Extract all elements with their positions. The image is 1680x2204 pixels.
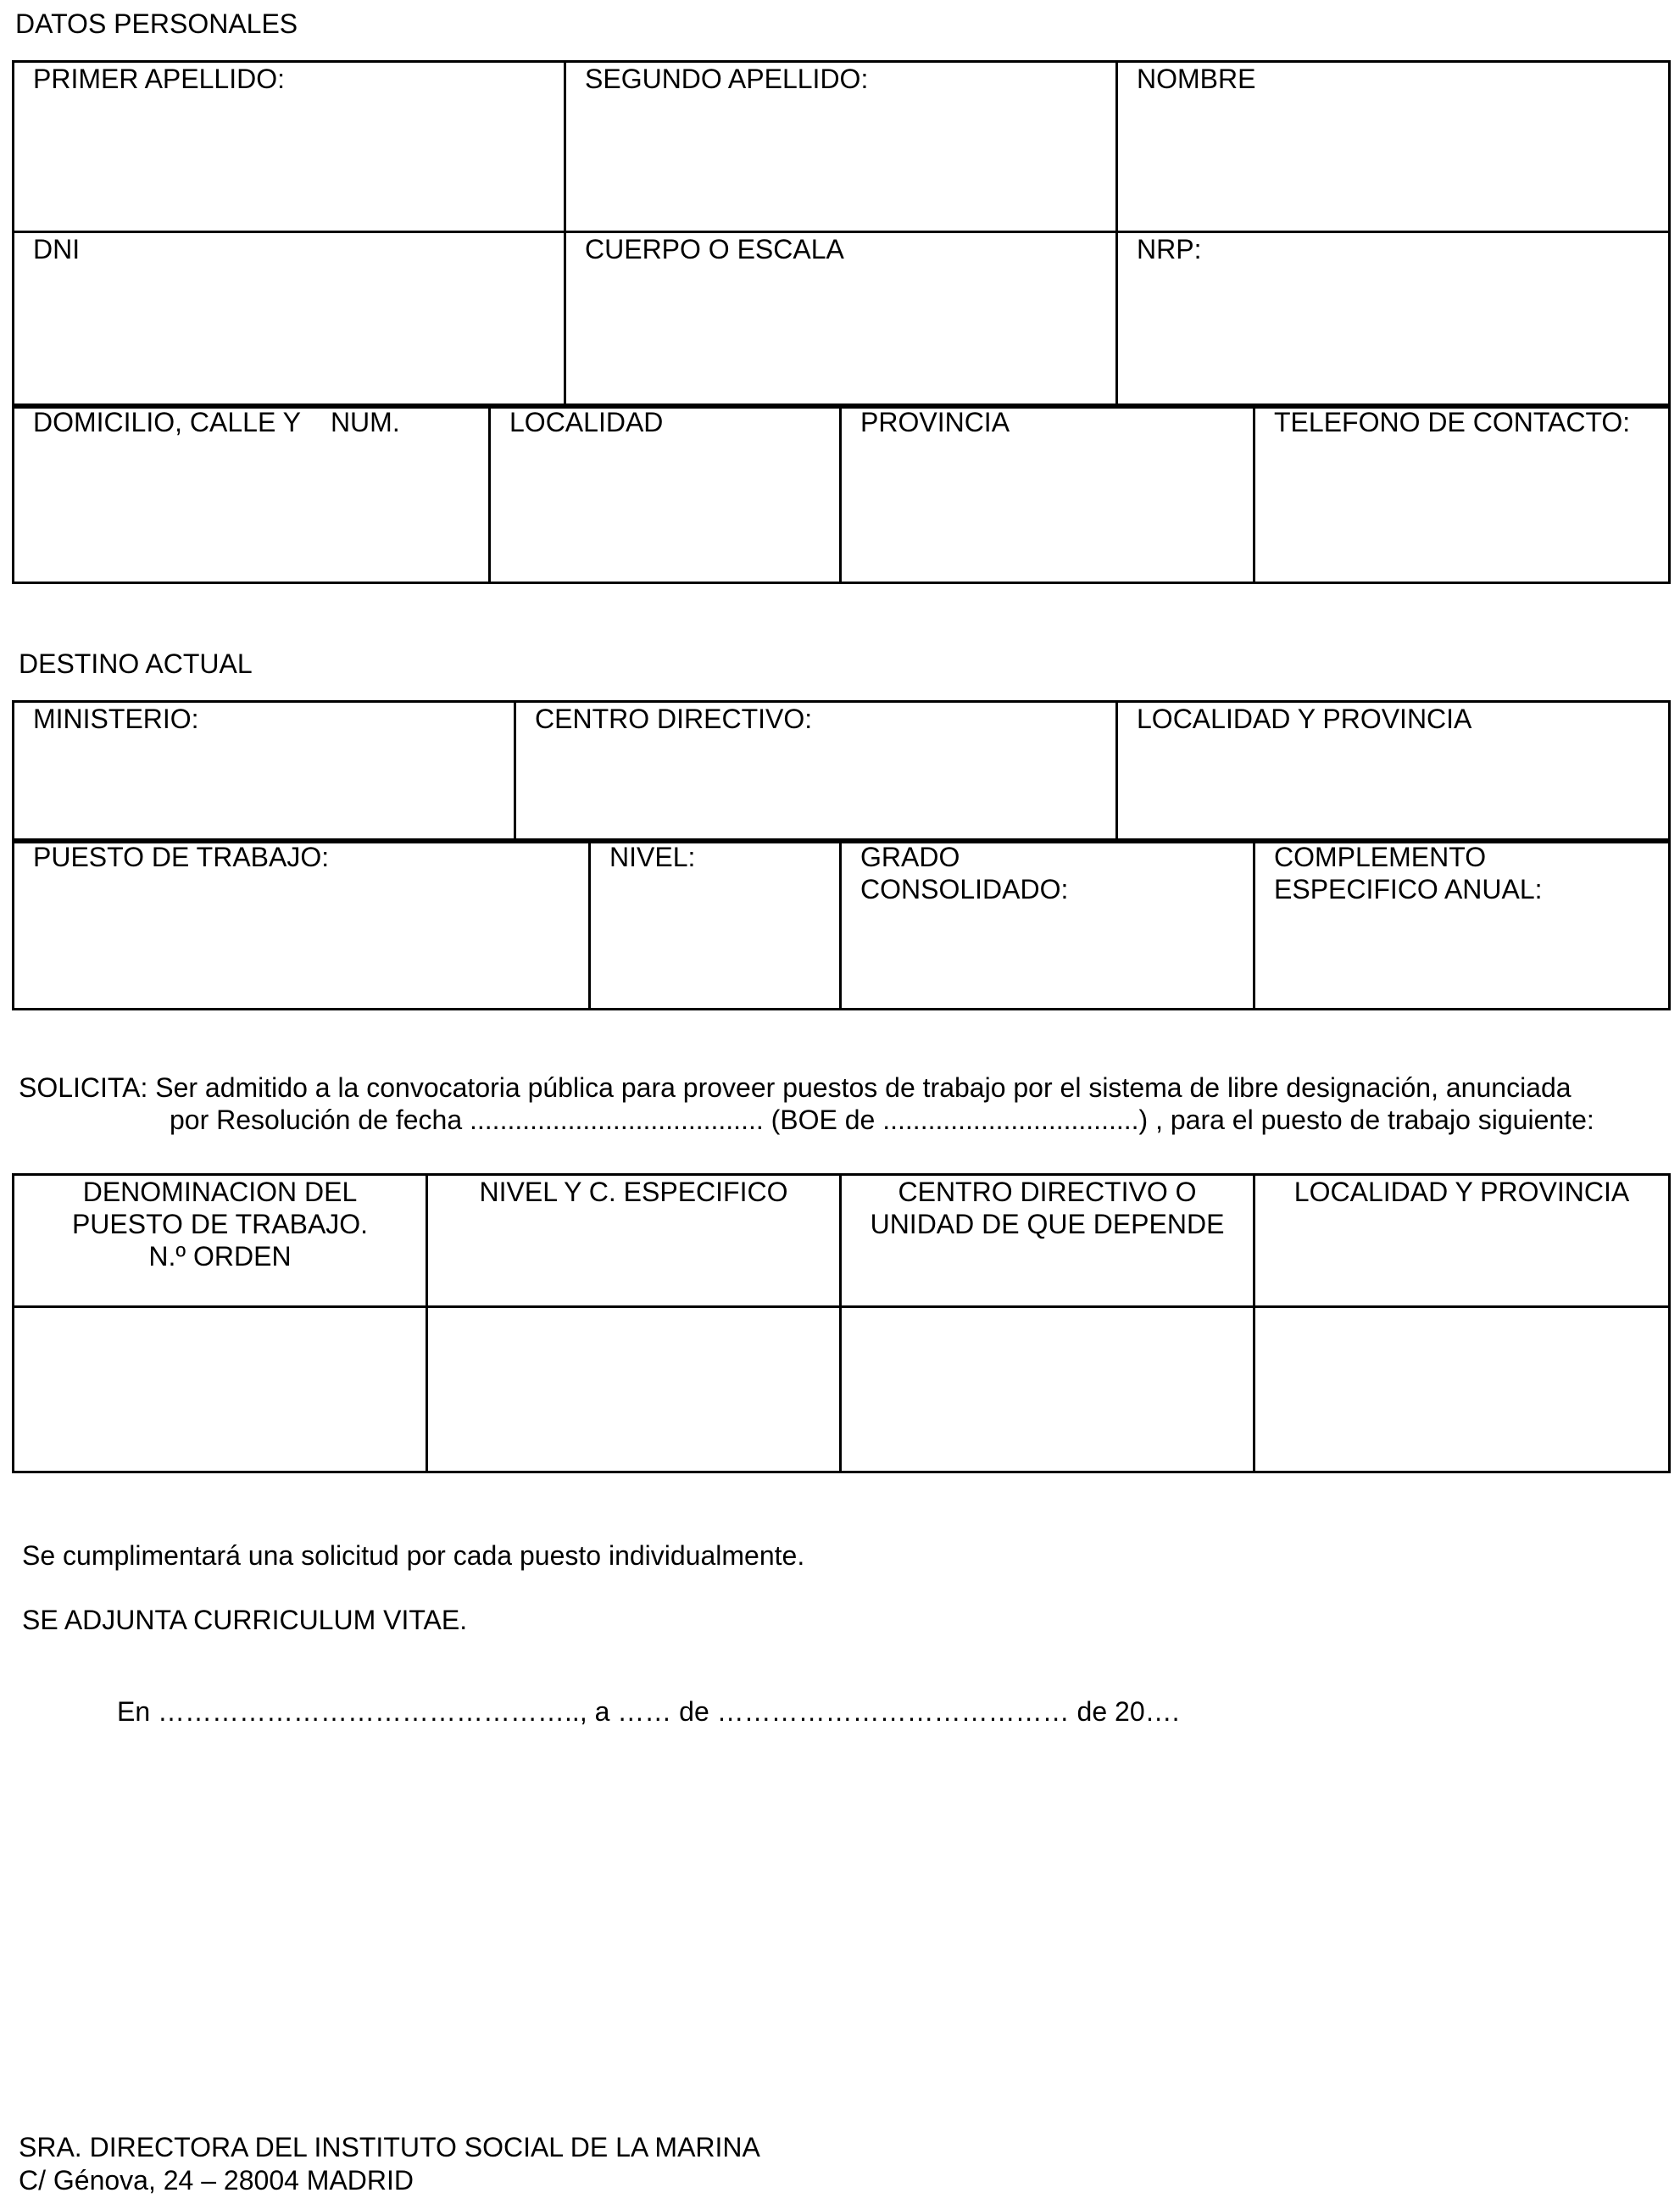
nombre-field[interactable] bbox=[1117, 62, 1670, 232]
header-centro-directivo bbox=[841, 1175, 1254, 1307]
localidad-provincia-field[interactable] bbox=[1117, 702, 1670, 843]
telefono-label: TELEFONO DE CONTACTO: bbox=[1274, 407, 1631, 437]
centro-directivo-label: CENTRO DIRECTIVO: bbox=[535, 704, 813, 734]
domicilio-field[interactable] bbox=[14, 405, 490, 583]
header-nivel bbox=[427, 1175, 841, 1307]
personal-data-table-top bbox=[12, 60, 1671, 409]
solicita-line-1: SOLICITA: Ser admitido a la convocatoria pública para proveer puestos de trabajo por el sistema de libre designación, anunciada bbox=[19, 1072, 1572, 1103]
addressee: SRA. DIRECTORA DEL INSTITUTO SOCIAL DE LA MARINA bbox=[19, 2132, 760, 2162]
primer-apellido-label: PRIMER APELLIDO: bbox=[33, 64, 285, 94]
localidad-label: LOCALIDAD bbox=[509, 407, 664, 437]
puesto-trabajo-label: PUESTO DE TRABAJO: bbox=[33, 842, 330, 872]
telefono-field[interactable] bbox=[1254, 405, 1670, 583]
complemento-especifico-field[interactable] bbox=[1254, 840, 1670, 1010]
cuerpo-escala-field[interactable] bbox=[565, 232, 1117, 408]
puesto-solicitado-table bbox=[12, 1173, 1671, 1473]
provincia-field[interactable] bbox=[841, 405, 1254, 583]
centro-directivo-input[interactable] bbox=[841, 1307, 1254, 1472]
denominacion-input[interactable] bbox=[14, 1307, 427, 1472]
puesto-trabajo-field[interactable] bbox=[14, 840, 590, 1010]
nrp-field[interactable] bbox=[1117, 232, 1670, 408]
dni-label: DNI bbox=[33, 234, 81, 264]
domicilio-label: DOMICILIO, CALLE Y NUM. bbox=[33, 407, 400, 437]
complemento-especifico-label: COMPLEMENTO ESPECIFICO ANUAL: bbox=[1274, 842, 1543, 904]
localidad-provincia-label: LOCALIDAD Y PROVINCIA bbox=[1137, 704, 1472, 734]
note-curriculum: SE ADJUNTA CURRICULUM VITAE. bbox=[22, 1605, 468, 1635]
cuerpo-escala-label: CUERPO O ESCALA bbox=[585, 234, 844, 264]
ministerio-field[interactable] bbox=[14, 702, 515, 843]
header-localidad bbox=[1254, 1175, 1670, 1307]
header-localidad-label: LOCALIDAD Y PROVINCIA bbox=[1293, 1177, 1630, 1207]
destino-table-top bbox=[12, 700, 1671, 843]
header-denominacion bbox=[14, 1175, 427, 1307]
destino-table-bottom bbox=[12, 838, 1671, 1010]
note-individual: Se cumplimentará una solicitud por cada puesto individualmente. bbox=[22, 1540, 805, 1571]
segundo-apellido-field[interactable] bbox=[565, 62, 1117, 232]
grado-consolidado-field[interactable] bbox=[841, 840, 1254, 1010]
segundo-apellido-label: SEGUNDO APELLIDO: bbox=[585, 64, 869, 94]
header-denominacion-label: DENOMINACION DEL PUESTO DE TRABAJO. N.º ORDEN bbox=[71, 1177, 369, 1272]
centro-directivo-field[interactable] bbox=[515, 702, 1117, 843]
dni-field[interactable] bbox=[14, 232, 565, 408]
section-title-destino: DESTINO ACTUAL bbox=[19, 648, 253, 679]
nivel-field[interactable] bbox=[590, 840, 841, 1010]
section-title-personal: DATOS PERSONALES bbox=[15, 8, 298, 39]
personal-data-table-address bbox=[12, 404, 1671, 584]
localidad-field[interactable] bbox=[490, 405, 841, 583]
header-centro-directivo-label: CENTRO DIRECTIVO O UNIDAD DE QUE DEPENDE bbox=[870, 1177, 1225, 1239]
address: C/ Génova, 24 – 28004 MADRID bbox=[19, 2165, 414, 2196]
solicita-line-2: por Resolución de fecha ....................................... (BOE de ..................................) , para el puesto de trabajo siguiente: bbox=[170, 1105, 1594, 1135]
nrp-label: NRP: bbox=[1137, 234, 1202, 264]
solicita-paragraph bbox=[19, 1071, 1655, 1136]
primer-apellido-field[interactable] bbox=[14, 62, 565, 232]
date-line: En ……………………………………….., a …… de ………………………………… de 20…. bbox=[117, 1696, 1180, 1727]
grado-consolidado-label: GRADO CONSOLIDADO: bbox=[860, 842, 1069, 904]
header-nivel-label: NIVEL Y C. ESPECIFICO bbox=[479, 1177, 788, 1207]
nivel-label: NIVEL: bbox=[609, 842, 696, 872]
nivel-especifico-input[interactable] bbox=[427, 1307, 841, 1472]
provincia-label: PROVINCIA bbox=[860, 407, 1010, 437]
nombre-label: NOMBRE bbox=[1137, 64, 1256, 94]
ministerio-label: MINISTERIO: bbox=[33, 704, 199, 734]
localidad-provincia-input[interactable] bbox=[1254, 1307, 1670, 1472]
